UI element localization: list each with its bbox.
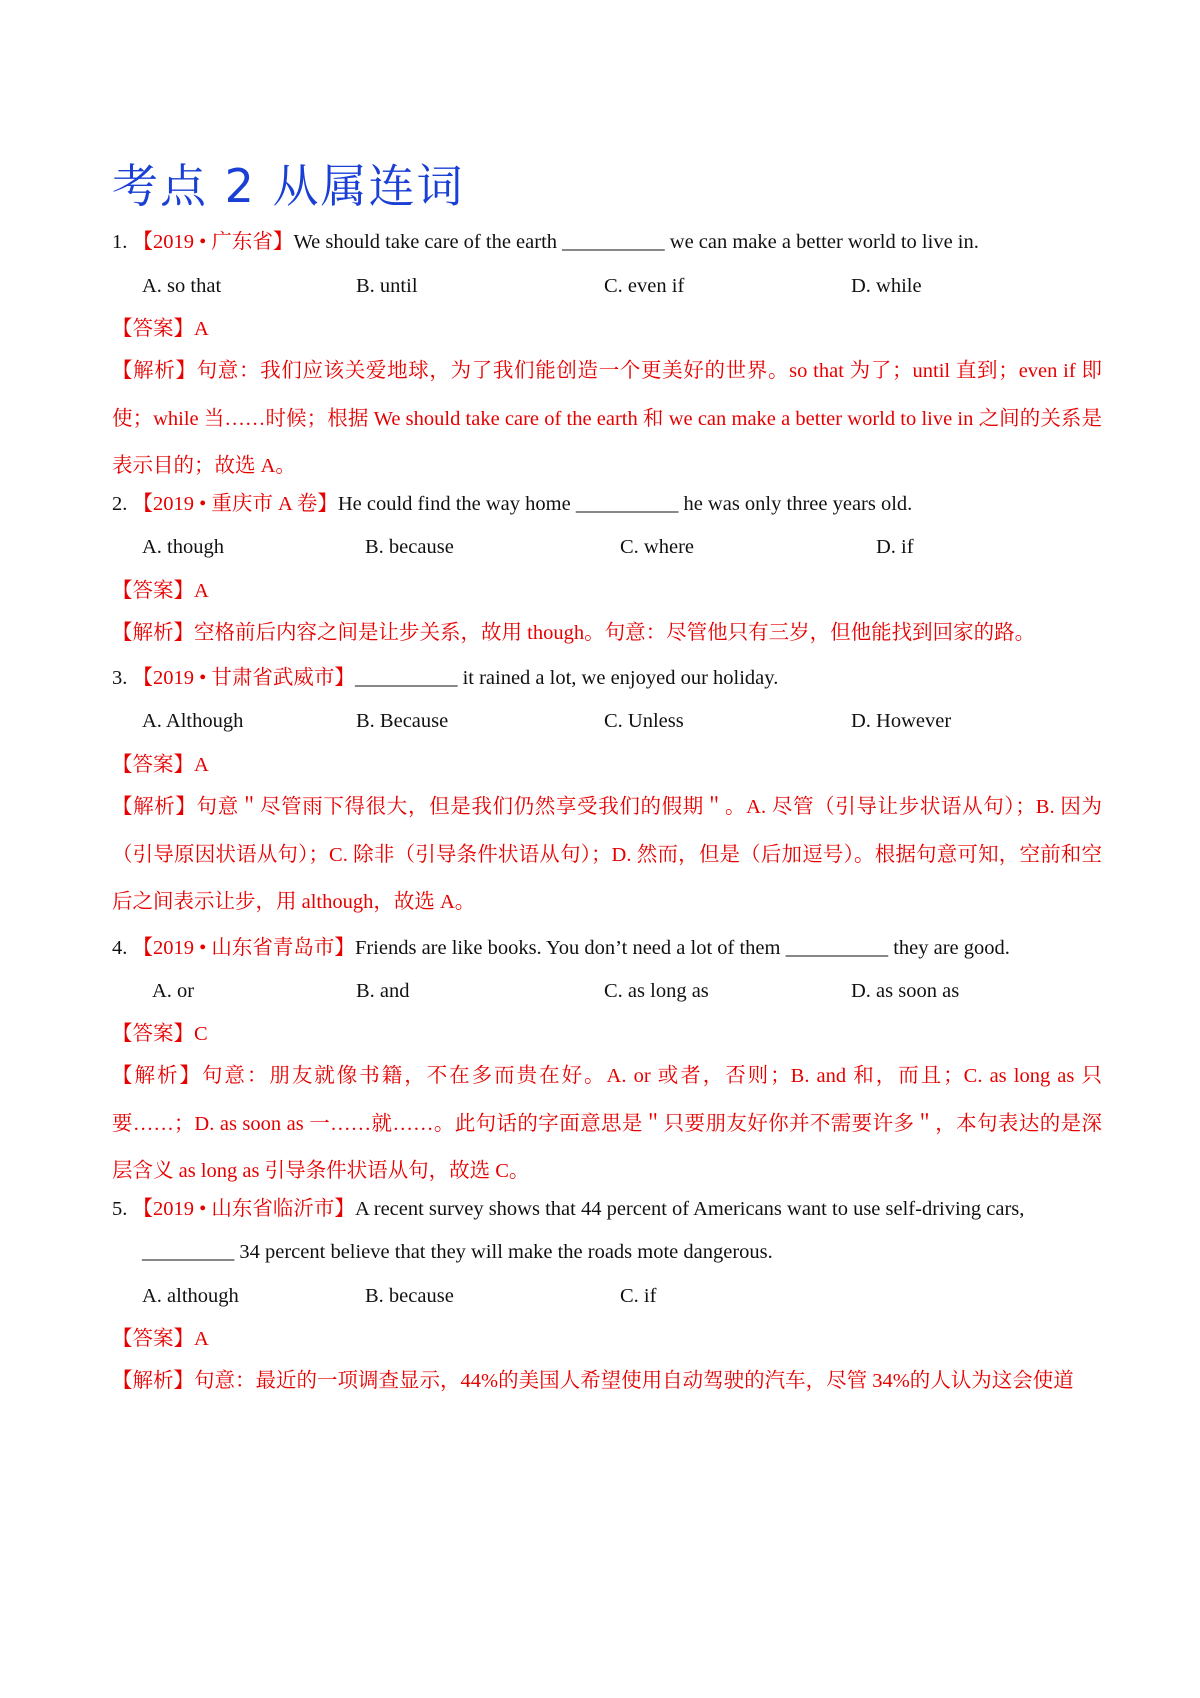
question-4-line bbox=[112, 934, 1010, 962]
question-4-source: 【2019 • 山东省青岛市】 bbox=[132, 937, 355, 959]
question-5-option-a: A. although bbox=[142, 1285, 239, 1307]
question-3-stem: __________ it rained a lot, we enjoyed our holiday. bbox=[354, 667, 779, 689]
question-2-line bbox=[112, 490, 912, 518]
question-2-option-d: D. if bbox=[876, 536, 914, 558]
question-1-line bbox=[112, 228, 979, 256]
question-5-number: 5. bbox=[112, 1198, 128, 1220]
page-title: 考点 2 从属连词 bbox=[112, 159, 465, 213]
question-2-stem: He could find the way home __________ he was only three years old. bbox=[337, 493, 913, 515]
question-5-stem: A recent survey shows that 44 percent of Americans want to use self-driving cars, bbox=[354, 1198, 1025, 1220]
question-1-option-a: A. so that bbox=[142, 275, 222, 297]
question-1-stem: We should take care of the earth __________ we can make a better world to live in. bbox=[293, 231, 979, 253]
question-4-answer: 【答案】C bbox=[112, 1023, 208, 1045]
question-4-option-a: A. or bbox=[152, 980, 195, 1002]
question-4-stem: Friends are like books. You don’t need a lot of them __________ they are good. bbox=[354, 937, 1010, 959]
question-5-answer: 【答案】A bbox=[112, 1328, 209, 1350]
question-4-option-c: C. as long as bbox=[604, 980, 709, 1002]
question-4-option-b: B. and bbox=[356, 980, 410, 1002]
question-5-analysis: 【解析】句意：最近的一项调查显示，44%的美国人希望使用自动驾驶的汽车，尽管 34%的人认为这会使道 bbox=[112, 1370, 1074, 1392]
question-5-line bbox=[112, 1195, 1024, 1223]
question-1-analysis: 【解析】句意：我们应该关爱地球，为了我们能创造一个更美好的世界。so that 为了；until 直到；even if 即使；while 当……时候；根据 We should take care of the earth 和 we can make a better world to live in 之间的关系是表示目的；故选 A。 bbox=[112, 360, 1102, 477]
question-1-option-d: D. while bbox=[851, 275, 922, 297]
question-2-option-c: C. where bbox=[620, 536, 695, 558]
question-5-option-b: B. because bbox=[365, 1285, 454, 1307]
question-5-stem-continued: _________ 34 percent believe that they will make the roads mote dangerous. bbox=[142, 1241, 773, 1263]
question-3-line bbox=[112, 664, 778, 692]
question-2-number: 2. bbox=[112, 493, 128, 515]
question-4-number: 4. bbox=[112, 937, 128, 959]
question-3-analysis: 【解析】句意＂尽管雨下得很大，但是我们仍然享受我们的假期＂。A. 尽管（引导让步状语从句）；B. 因为（引导原因状语从句）；C. 除非（引导条件状语从句）；D. 然而，但是（后加逗号）。根据句意可知，空前和空后之间表示让步，用 although，故选 A。 bbox=[112, 796, 1102, 913]
question-3-source: 【2019 • 甘肃省武威市】 bbox=[132, 667, 355, 689]
question-2-answer: 【答案】A bbox=[112, 580, 209, 602]
question-3-option-c: C. Unless bbox=[604, 710, 684, 732]
question-2-analysis: 【解析】空格前后内容之间是让步关系，故用 though。句意：尽管他只有三岁，但他能找到回家的路。 bbox=[112, 622, 1036, 644]
question-4-option-d: D. as soon as bbox=[851, 980, 960, 1002]
question-2-option-b: B. because bbox=[365, 536, 454, 558]
question-5-source: 【2019 • 山东省临沂市】 bbox=[132, 1198, 355, 1220]
question-1-option-b: B. until bbox=[356, 275, 418, 297]
question-3-answer: 【答案】A bbox=[112, 754, 209, 776]
question-4-analysis: 【解析】句意：朋友就像书籍，不在多而贵在好。A. or 或者，否则；B. and 和，而且；C. as long as 只要……；D. as soon as 一……就……。此句话的字面意思是＂只要朋友好你并不需要许多＂，本句表达的是深层含义 as long as 引导条件状语从句，故选 C。 bbox=[112, 1065, 1102, 1182]
question-3-number: 3. bbox=[112, 667, 128, 689]
question-1-option-c: C. even if bbox=[604, 275, 685, 297]
question-1-source: 【2019 • 广东省】 bbox=[132, 231, 294, 253]
question-3-option-b: B. Because bbox=[356, 710, 449, 732]
question-1-number: 1. bbox=[112, 231, 128, 253]
question-3-option-a: A. Although bbox=[142, 710, 244, 732]
question-2-source: 【2019 • 重庆市 A 卷】 bbox=[132, 493, 338, 515]
question-2-option-a: A. though bbox=[142, 536, 224, 558]
question-5-option-c: C. if bbox=[620, 1285, 657, 1307]
question-3-option-d: D. However bbox=[851, 710, 952, 732]
question-1-answer: 【答案】A bbox=[112, 318, 209, 340]
